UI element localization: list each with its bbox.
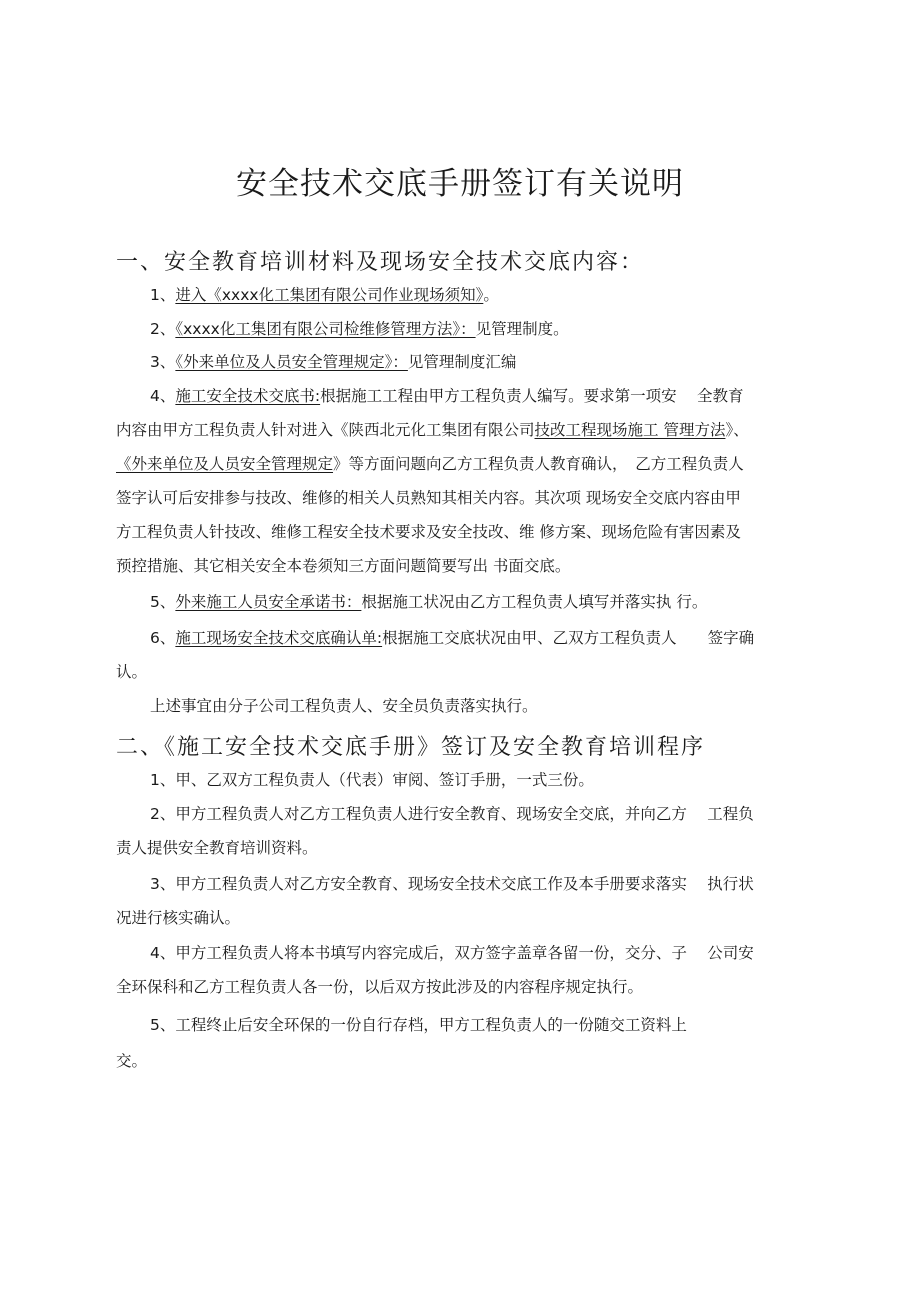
s1-item1: [150, 284, 499, 306]
s2-item1: 1、甲、乙双方工程负责人（代表）审阅、签订手册，一式三份。: [150, 771, 594, 789]
s1-item4-line2-underlined: 技改工程现场施工 管理方法: [534, 421, 726, 439]
section2-heading: 二、《施工安全技术交底手册》签订及安全教育培训程序: [116, 735, 706, 760]
s2-item2-line2: 责人提供安全教育培训资料。: [116, 839, 318, 857]
s1-item5-rest: 根据施工状况由乙方工程负责人填写并落实执 行。: [361, 593, 708, 611]
s1-item4-line1-rest: 根据施工工程由甲方工程负责人编写。要求第一项安 全教育: [320, 387, 744, 405]
section1-heading: 一、安全教育培训材料及现场安全技术交底内容：: [116, 250, 645, 275]
s1-item3-num: 3、: [150, 353, 176, 371]
document-title: 安全技术交底手册签订有关说明: [236, 166, 684, 202]
s1-item2-underlined: 《xxxx化工集团有限公司检维修管理方法》：: [175, 320, 476, 338]
s2-item3-line2: 况进行核实确认。: [116, 909, 241, 927]
s1-item4-line2-b: 》、: [725, 421, 749, 439]
s1-item6-num: 6、: [150, 629, 176, 647]
s1-item4-line3-underlined: 《外来单位及人员安全管理规定: [116, 455, 334, 473]
s1-item4-line6: 预控措施、其它相关安全本卷须知三方面问题简要写出 书面交底。: [116, 557, 571, 575]
s1-item1-num: 1、: [150, 286, 176, 304]
s1-item5: [150, 591, 707, 613]
s1-item2-num: 2、: [150, 320, 176, 338]
s2-item5-line2: 交。: [116, 1052, 148, 1070]
s1-item4-line4: 签字认可后安排参与技改、维修的相关人员熟知其相关内容。其次项 现场安全交底内容由甲: [116, 489, 741, 507]
s1-item4-line3: [116, 453, 744, 475]
s2-item5-line1: 5、工程终止后安全环保的一份自行存档，甲方工程负责人的一份随交工资料上: [150, 1016, 687, 1034]
s1-item4-line5: 方工程负责人针技改、维修工程安全技术要求及安全技改、维 修方案、现场危险有害因素及: [116, 523, 741, 541]
s2-item2-line1: 2、甲方工程负责人对乙方工程负责人进行安全教育、现场安全交底，并向乙方 工程负: [150, 805, 754, 823]
s1-item1-rest: 。: [483, 286, 499, 304]
s2-item4-line2: 全环保科和乙方工程负责人各一份，以后双方按此涉及的内容程序规定执行。: [116, 978, 644, 996]
s1-item4-line3-b: 》等方面问题向乙方工程负责人教育确认， 乙方工程负责人: [333, 455, 744, 473]
s1-item4-line2-a: 内容由甲方工程负责人针对进入《陕西北元化工集团有限公司: [116, 421, 535, 439]
s1-item4-line1: [150, 385, 744, 407]
s2-item3-line1: 3、甲方工程负责人对乙方安全教育、现场安全技术交底工作及本手册要求落实 执行状: [150, 875, 754, 893]
s1-note: 上述事宜由分子公司工程负责人、安全员负责落实执行。: [150, 697, 538, 715]
s1-item4-line2: [116, 419, 749, 441]
s1-item6-underlined: 施工现场安全技术交底确认单:: [175, 629, 383, 647]
s1-item5-num: 5、: [150, 593, 176, 611]
s1-item1-underlined: 进入《xxxx化工集团有限公司作业现场须知》: [175, 286, 484, 304]
s1-item3-underlined: 《外来单位及人员安全管理规定》：: [175, 353, 408, 371]
s1-item2-rest: 见管理制度。: [475, 320, 569, 338]
s2-item4-line1: 4、甲方工程负责人将本书填写内容完成后，双方签字盖章各留一份，交分、子 公司安: [150, 944, 754, 962]
s1-item3: [150, 351, 516, 373]
s1-item4-underlined: 施工安全技术交底书:: [175, 387, 321, 405]
s1-item6-line1-rest: 根据施工交底状况由甲、乙双方工程负责人 签字确: [382, 629, 755, 647]
s1-item4-num: 4、: [150, 387, 176, 405]
s1-item2: [150, 318, 569, 340]
s1-item3-rest: 见管理制度汇编: [407, 353, 517, 371]
s1-item6-line1: [150, 627, 754, 649]
s1-item5-underlined: 外来施工人员安全承诺书：: [175, 593, 362, 611]
s1-item6-line2: 认。: [116, 663, 148, 681]
